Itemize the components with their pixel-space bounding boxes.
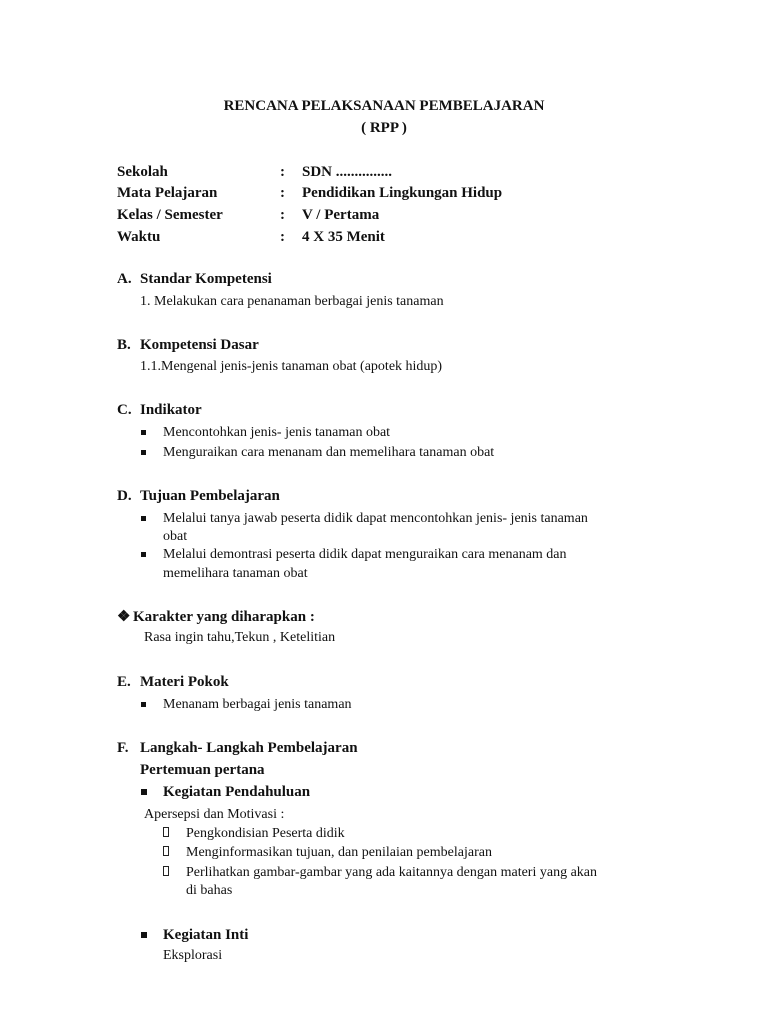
checkbox-bullet-icon xyxy=(163,866,169,876)
list-item-line: memelihara tanaman obat xyxy=(163,566,308,581)
list-item: Pengkondisian Peserta didik xyxy=(186,826,345,841)
inti-sub: Eksplorasi xyxy=(163,948,223,963)
info-label-sekolah: Sekolah xyxy=(117,164,168,180)
section-c-heading: Indikator xyxy=(140,402,202,418)
bullet-square-icon xyxy=(141,702,146,707)
info-label-waktu: Waktu xyxy=(117,229,161,245)
checkbox-bullet-icon xyxy=(163,846,169,856)
page-subtitle: ( RPP ) xyxy=(361,120,407,136)
list-item: Menguraikan cara menanam dan memelihara tanaman obat xyxy=(163,445,495,460)
bullet-square-icon xyxy=(141,789,147,795)
list-item-line: Melalui demontrasi peserta didik dapat menguraikan cara menanam dan xyxy=(163,547,567,562)
info-value-sekolah: SDN ............... xyxy=(302,164,393,180)
bullet-square-icon xyxy=(141,450,146,455)
list-item: Menanam berbagai jenis tanaman xyxy=(163,697,352,712)
inti-heading: Kegiatan Inti xyxy=(163,927,249,943)
list-item: Menginformasikan tujuan, dan penilaian pembelajaran xyxy=(186,845,492,860)
pendahuluan-intro: Apersepsi dan Motivasi : xyxy=(144,807,285,822)
list-item-line: Melalui tanya jawab peserta didik dapat mencontohkan jenis- jenis tanaman xyxy=(163,511,588,526)
info-sep: : xyxy=(280,164,285,180)
section-e-marker: E. xyxy=(117,674,131,690)
section-e-heading: Materi Pokok xyxy=(140,674,229,690)
list-item: Mencontohkan jenis- jenis tanaman obat xyxy=(163,425,391,440)
section-d-marker: D. xyxy=(117,488,132,504)
section-a-marker: A. xyxy=(117,271,132,287)
info-label-mapel: Mata Pelajaran xyxy=(117,185,218,201)
section-d-heading: Tujuan Pembelajaran xyxy=(140,488,280,504)
section-f-marker: F. xyxy=(117,740,129,756)
bullet-square-icon xyxy=(141,552,146,557)
list-item-line: di bahas xyxy=(186,883,233,898)
pendahuluan-heading: Kegiatan Pendahuluan xyxy=(163,784,311,800)
karakter-text: Rasa ingin tahu,Tekun , Ketelitian xyxy=(144,630,336,645)
section-a-heading: Standar Kompetensi xyxy=(140,271,272,287)
section-b-marker: B. xyxy=(117,337,131,353)
page-title: RENCANA PELAKSANAAN PEMBELAJARAN xyxy=(223,98,545,114)
bullet-square-icon xyxy=(141,516,146,521)
info-sep: : xyxy=(280,229,285,245)
karakter-heading: Karakter yang diharapkan : xyxy=(133,609,315,625)
checkbox-bullet-icon xyxy=(163,827,169,837)
list-item-line: Perlihatkan gambar-gambar yang ada kaitannya dengan materi yang akan xyxy=(186,865,597,880)
section-c-marker: C. xyxy=(117,402,132,418)
section-b-item: 1.1.Mengenal jenis-jenis tanaman obat (apotek hidup) xyxy=(140,359,443,374)
list-item-line: obat xyxy=(163,529,188,544)
bullet-square-icon xyxy=(141,430,146,435)
info-value-mapel: Pendidikan Lingkungan Hidup xyxy=(302,185,503,201)
info-label-kelas: Kelas / Semester xyxy=(117,207,223,223)
info-sep: : xyxy=(280,185,285,201)
section-b-heading: Kompetensi Dasar xyxy=(140,337,259,353)
info-value-waktu: 4 X 35 Menit xyxy=(302,229,385,245)
section-f-subheading: Pertemuan pertana xyxy=(140,762,265,778)
diamond-bullet-icon: ❖ xyxy=(117,609,131,625)
info-value-kelas: V / Pertama xyxy=(302,207,380,223)
section-f-heading: Langkah- Langkah Pembelajaran xyxy=(140,740,358,756)
info-sep: : xyxy=(280,207,285,223)
bullet-square-icon xyxy=(141,932,147,938)
section-a-item: 1. Melakukan cara penanaman berbagai jenis tanaman xyxy=(140,294,444,309)
